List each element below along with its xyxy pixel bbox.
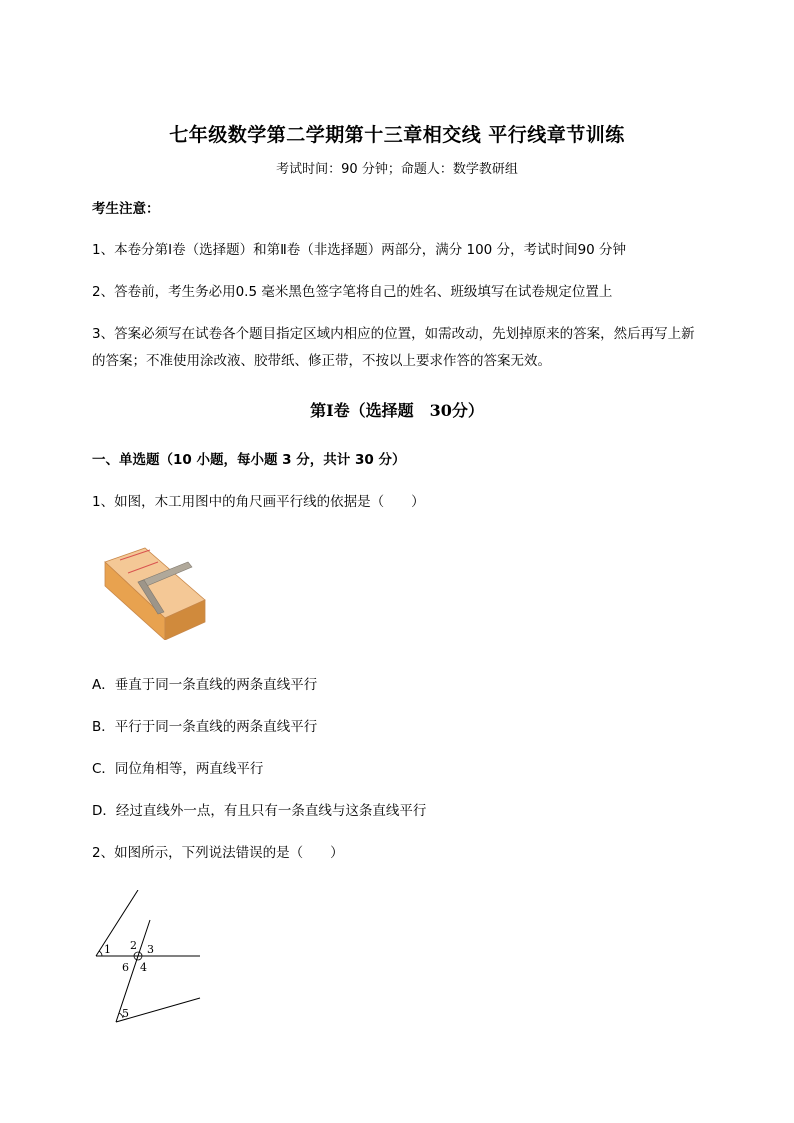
carpenter-square-figure [100, 540, 210, 640]
part-heading: 一、单选题（10 小题，每小题 3 分，共计 30 分） [92, 452, 406, 468]
angle-label-4: 4 [140, 961, 147, 974]
notice-item-3: 3、答案必须写在试卷各个题目指定区域内相应的位置，如需改动，先划掉原来的答案，然后再写上新 [92, 326, 695, 342]
question-1-option-b: B．平行于同一条直线的两条直线平行 [92, 719, 318, 735]
page-title: 七年级数学第二学期第十三章相交线 平行线章节训练 [169, 124, 625, 146]
notice-item-2: 2、答卷前，考生务必用0.5 毫米黑色签字笔将自己的姓名、班级填写在试卷规定位置上 [92, 284, 613, 300]
section-title: 第Ⅰ卷（选择题 30分） [310, 401, 484, 420]
notice-item-1: 1、本卷分第Ⅰ卷（选择题）和第Ⅱ卷（非选择题）两部分，满分 100 分，考试时间90 分钟 [92, 242, 627, 258]
question-1-option-c: C．同位角相等，两直线平行 [92, 761, 264, 777]
angle-label-5: 5 [122, 1007, 129, 1020]
angle-label-1: 1 [104, 943, 111, 956]
angle-label-3: 3 [147, 943, 154, 956]
angles-figure [88, 890, 208, 1030]
question-1-stem: 1、如图，木工用图中的角尺画平行线的依据是（ ） [92, 494, 425, 510]
exam-subtitle: 考试时间：90 分钟；命题人：数学教研组 [276, 162, 518, 177]
notice-item-3-cont: 的答案；不准使用涂改液、胶带纸、修正带，不按以上要求作答的答案无效。 [92, 353, 551, 369]
angle-label-6: 6 [122, 961, 129, 974]
angle-arc-1 [99, 951, 102, 956]
question-1-option-d: D．经过直线外一点，有且只有一条直线与这条直线平行 [92, 803, 427, 819]
question-2-stem: 2、如图所示，下列说法错误的是（ ） [92, 845, 344, 861]
angle-label-2: 2 [130, 939, 137, 952]
notice-heading: 考生注意： [92, 201, 160, 217]
question-1-option-a: A．垂直于同一条直线的两条直线平行 [92, 677, 318, 693]
